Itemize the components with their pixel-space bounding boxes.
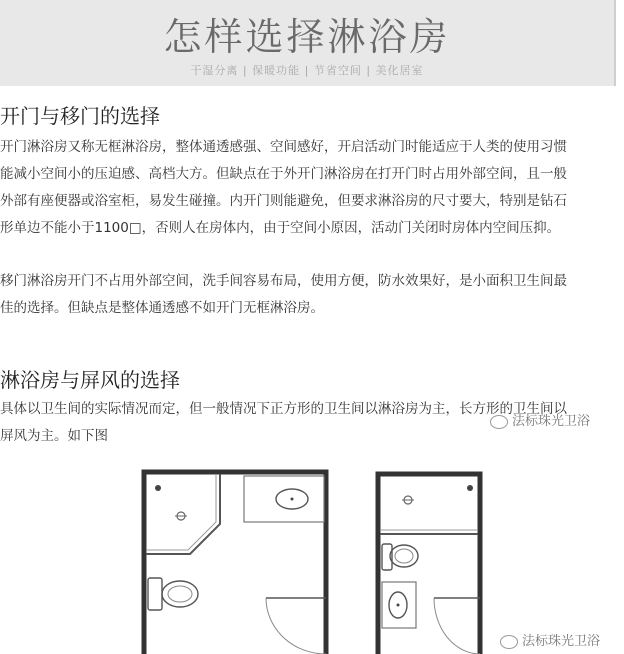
wechat-icon bbox=[490, 415, 508, 429]
text-line: 形单边不能小于1100□，否则人在房体内，由于空间小原因，活动门关闭时房体内空间压抑。 bbox=[0, 220, 561, 236]
title-banner bbox=[0, 0, 616, 86]
toilet-icon bbox=[382, 544, 418, 570]
shower-head-icon bbox=[467, 485, 473, 491]
wechat-icon bbox=[500, 635, 518, 649]
floor-plan-square-bathroom bbox=[140, 468, 330, 654]
text-line: 外部有座便器或浴室柜，易发生碰撞。内开门则能避免，但要求淋浴房的尺寸要大，特别是钻石 bbox=[0, 193, 567, 209]
watermark bbox=[490, 410, 590, 429]
banner-subtitle: 干湿分离 | 保暖功能 | 节省空间 | 美化居室 bbox=[190, 64, 424, 77]
toilet-icon bbox=[148, 578, 198, 610]
paragraph-sliding-door bbox=[0, 268, 620, 322]
paragraph-swing-door bbox=[0, 134, 620, 242]
watermark bbox=[500, 630, 600, 649]
text-line: 能减小空间小的压迫感、高档大方。但缺点在于外开门淋浴房在打开门时占用外部空间，且一般 bbox=[0, 166, 567, 182]
text-line: 开门淋浴房又称无框淋浴房，整体通透感强、空间感好，开启活动门时能适应于人类的使用习惯 bbox=[0, 139, 567, 155]
watermark-text: 法标珠光卫浴 bbox=[522, 634, 601, 649]
section-heading-shower-vs-screen: 淋浴房与屏风的选择 bbox=[0, 368, 180, 392]
vanity-counter bbox=[244, 476, 324, 522]
text-line: 屏风为主。如下图 bbox=[0, 428, 108, 444]
section-heading-door-types: 开门与移门的选择 bbox=[0, 104, 160, 128]
watermark-text: 法标珠光卫浴 bbox=[512, 414, 591, 429]
text-line: 移门淋浴房开门不占用外部空间，洗手间容易布局，使用方便，防水效果好，是小面积卫生间最 bbox=[0, 273, 567, 289]
floor-plan-rect-bathroom bbox=[374, 470, 484, 654]
text-line: 具体以卫生间的实际情况而定，但一般情况下正方形的卫生间以淋浴房为主，长方形的卫生间以 bbox=[0, 401, 567, 417]
shower-head-icon bbox=[155, 485, 161, 491]
text-line: 佳的选择。但缺点是整体通透感不如开门无框淋浴房。 bbox=[0, 300, 324, 316]
banner-title: 怎样选择淋浴房 bbox=[163, 15, 451, 59]
